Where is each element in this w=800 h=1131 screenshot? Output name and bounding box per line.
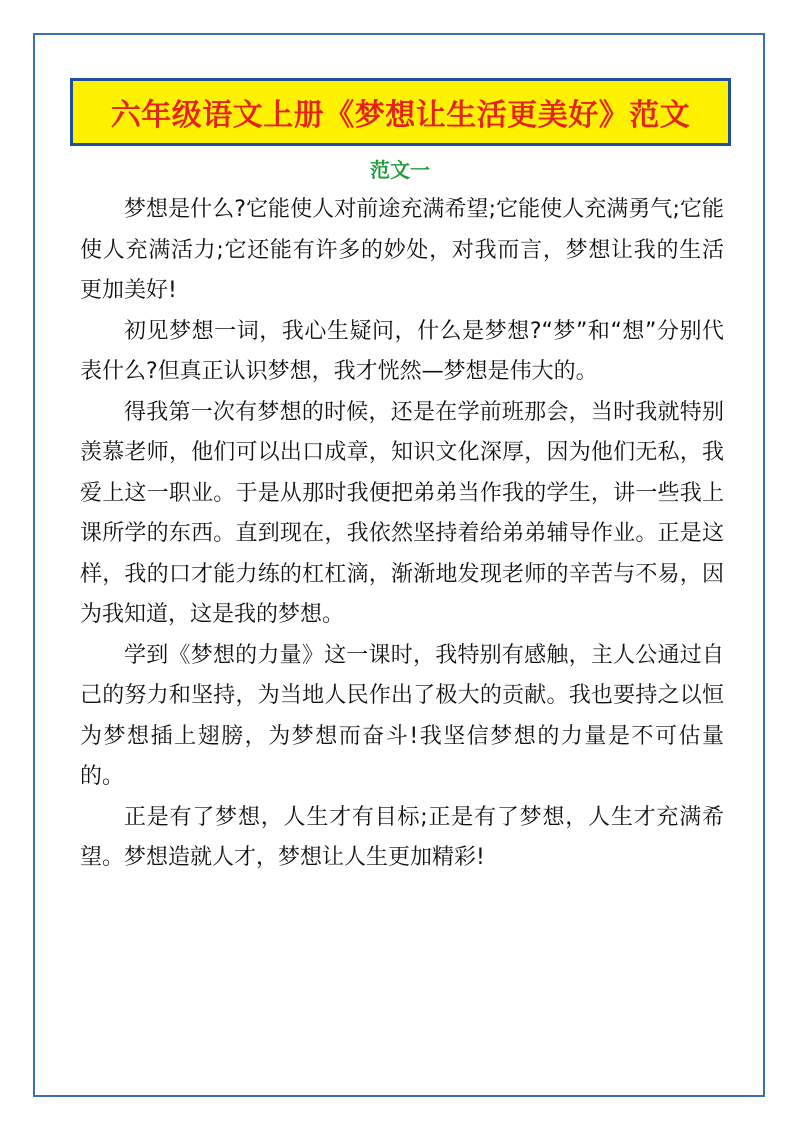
paragraph-1: 梦想是什么?它能使人对前途充满希望;它能使人充满勇气;它能使人充满活力;它还能有许多的妙处，对我而言，梦想让我的生活更加美好! (80, 197, 724, 303)
paragraph-2: 初见梦想一词，我心生疑问，什么是梦想?“梦”和“想”分别代表什么?但真正认识梦想，我才恍然—梦想是伟大的。 (80, 318, 724, 384)
essay-body (80, 190, 724, 879)
paragraph-3: 得我第一次有梦想的时候，还是在学前班那会，当时我就特别羡慕老师，他们可以出口成章，知识文化深厚，因为他们无私，我爱上这一职业。于是从那时我便把弟弟当作我的学生，讲一些我上课所学的东西。直到现在，我依然坚持着给弟弟辅导作业。正是这样，我的口才能力练的杠杠滴，渐渐地发现老师的辛苦与不易，因为我知道，这是我的梦想。 (80, 399, 724, 627)
title-banner (70, 78, 731, 146)
essay-subtitle: 范文一 (370, 158, 430, 182)
paragraph-4: 学到《梦想的力量》这一课时，我特别有感触，主人公通过自己的努力和坚持，为当地人民作出了极大的贡献。我也要持之以恒为梦想插上翅膀，为梦想而奋斗!我坚信梦想的力量是不可估量的。 (80, 642, 724, 789)
paragraph-5: 正是有了梦想，人生才有目标;正是有了梦想，人生才充满希望。梦想造就人才，梦想让人生更加精彩! (80, 804, 724, 870)
page-title: 六年级语文上册《梦想让生活更美好》范文 (110, 98, 691, 133)
